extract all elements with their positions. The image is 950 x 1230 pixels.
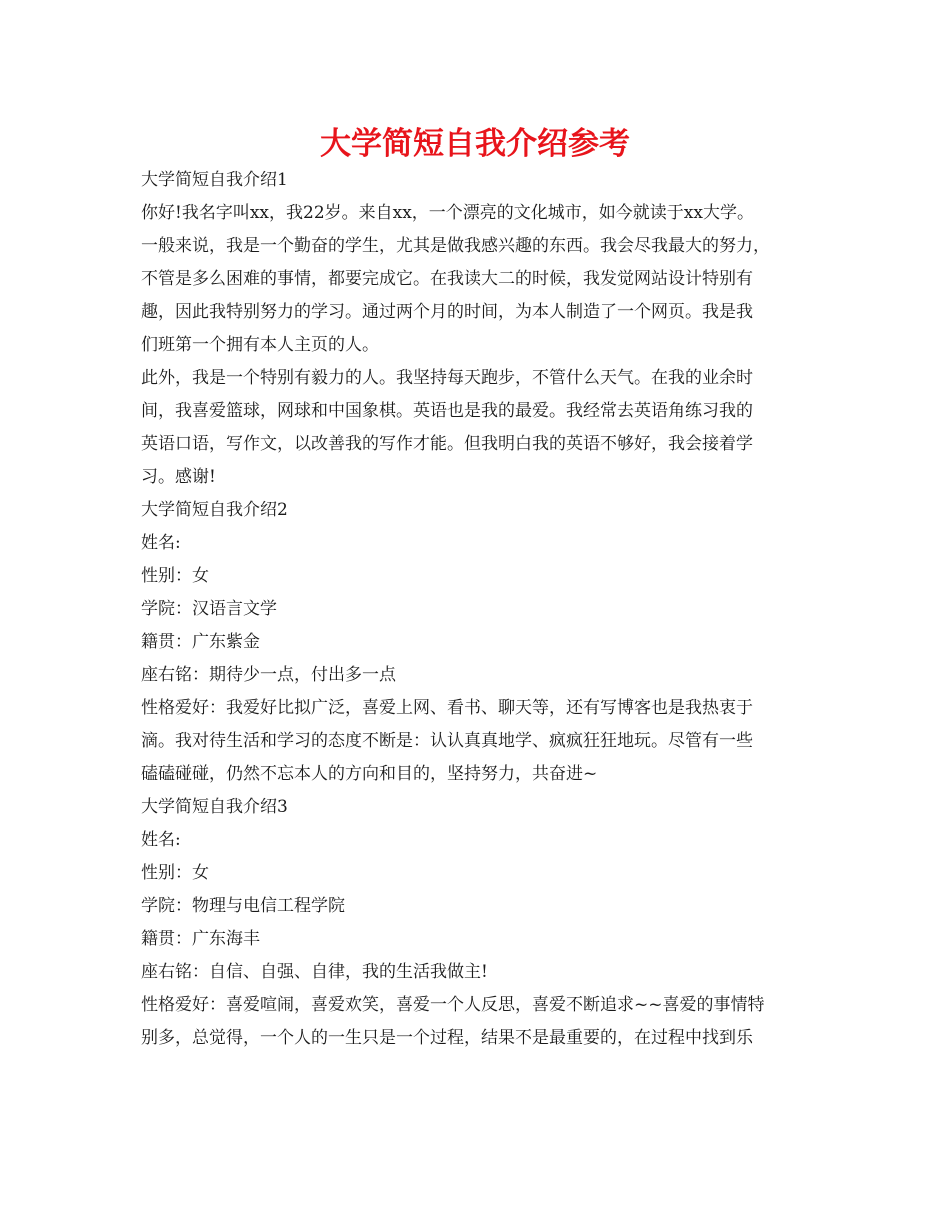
section-heading-3: 大学简短自我介绍3 (141, 797, 288, 817)
field-gender: 性别：女 (141, 566, 209, 586)
field-name: 姓名: (141, 533, 181, 553)
section-heading-2: 大学简短自我介绍2 (141, 500, 288, 520)
field-gender: 性别：女 (141, 863, 209, 883)
paragraph-line: 趣，因此我特别努力的学习。通过两个月的时间，为本人制造了一个网页。我是我 (141, 302, 753, 322)
paragraph-line: 一般来说，我是一个勤奋的学生，尤其是做我感兴趣的东西。我会尽我最大的努力， (141, 236, 770, 256)
paragraph-line: 间，我喜爱篮球，网球和中国象棋。英语也是我的最爱。我经常去英语角练习我的 (141, 401, 753, 421)
field-college: 学院：物理与电信工程学院 (141, 896, 345, 916)
field-hobbies: 性格爱好：我爱好比拟广泛，喜爱上网、看书、聊天等，还有写博客也是我热衷于 (141, 698, 753, 718)
paragraph-line: 别多，总觉得，一个人的一生只是一个过程，结果不是最重要的，在过程中找到乐 (141, 1028, 753, 1048)
paragraph-line: 不管是多么困难的事情，都要完成它。在我读大二的时候，我发觉网站设计特别有 (141, 269, 753, 289)
field-hometown: 籍贯：广东海丰 (141, 929, 260, 949)
paragraph-line: 习。感谢! (141, 467, 216, 487)
paragraph-line: 磕磕碰碰，仍然不忘本人的方向和目的，坚持努力，共奋进~ (141, 764, 598, 784)
field-hobbies: 性格爱好：喜爱喧闹，喜爱欢笑，喜爱一个人反思，喜爱不断追求~~喜爱的事情特 (141, 995, 765, 1015)
paragraph-line: 们班第一个拥有本人主页的人。 (141, 335, 379, 355)
field-hometown: 籍贯：广东紫金 (141, 632, 260, 652)
paragraph-line: 英语口语，写作文，以改善我的写作才能。但我明白我的英语不够好，我会接着学 (141, 434, 753, 454)
field-motto: 座右铭：期待少一点，付出多一点 (141, 665, 396, 685)
paragraph-line: 你好!我名字叫xx，我22岁。来自xx，一个漂亮的文化城市，如今就读于xx大学。 (141, 203, 754, 223)
section-heading-1: 大学简短自我介绍1 (141, 170, 288, 190)
document-body (141, 164, 821, 1055)
paragraph-line: 滴。我对待生活和学习的态度不断是：认认真真地学、疯疯狂狂地玩。尽管有一些 (141, 731, 753, 751)
field-name: 姓名: (141, 830, 181, 850)
field-motto: 座右铭：自信、自强、自律，我的生活我做主! (141, 962, 488, 982)
paragraph-line: 此外，我是一个特别有毅力的人。我坚持每天跑步，不管什么天气。在我的业余时 (141, 368, 753, 388)
field-college: 学院：汉语言文学 (141, 599, 277, 619)
document-title: 大学简短自我介绍参考 (320, 126, 630, 162)
